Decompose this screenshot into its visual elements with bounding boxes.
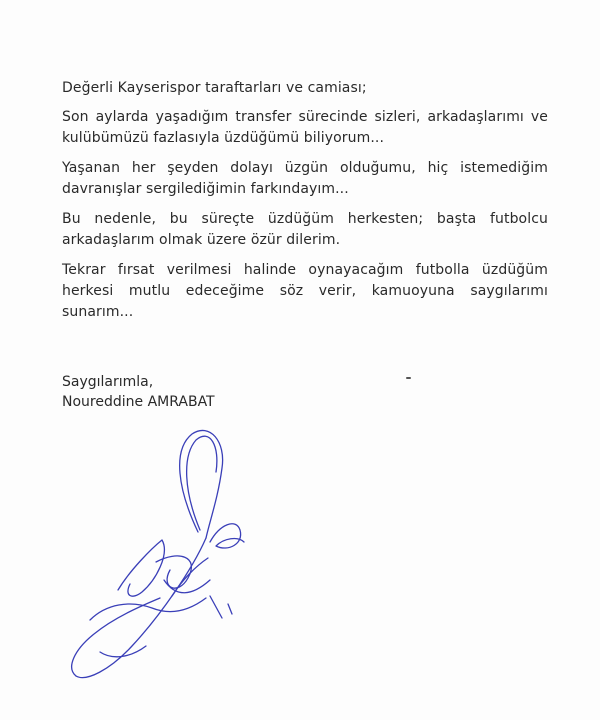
letter-paragraph-3: Bu nedenle, bu süreçte üzdüğüm herkesten; başta futbolcu arkadaşlarım olmak üzere özür dilerim. [62, 211, 548, 248]
letter-closing [62, 372, 215, 412]
letter-paragraph-4: Tekrar fırsat verilmesi halinde oynayacağım futbolla üzdüğüm herkesi mutlu edeceğime söz verir, kamuoyuna saygılarımı sunarım... [62, 262, 548, 320]
letter-paragraph-1: Son aylarda yaşadığım transfer sürecinde sizleri, arkadaşlarımı ve kulübümüzü fazlasıyla üzdüğümü biliyorum... [62, 109, 548, 146]
ink-speck [406, 377, 411, 379]
closing-salutation: Saygılarımla, [62, 374, 154, 390]
letter-greeting: Değerli Kayserispor taraftarları ve camiası; [62, 80, 367, 96]
signature-icon [60, 420, 320, 710]
signer-name: Noureddine AMRABAT [62, 394, 215, 410]
letter-body [62, 78, 548, 332]
letter-paragraph-2: Yaşanan her şeyden dolayı üzgün olduğumu, hiç istemediğim davranışlar sergilediğimin farkındayım... [62, 160, 548, 197]
